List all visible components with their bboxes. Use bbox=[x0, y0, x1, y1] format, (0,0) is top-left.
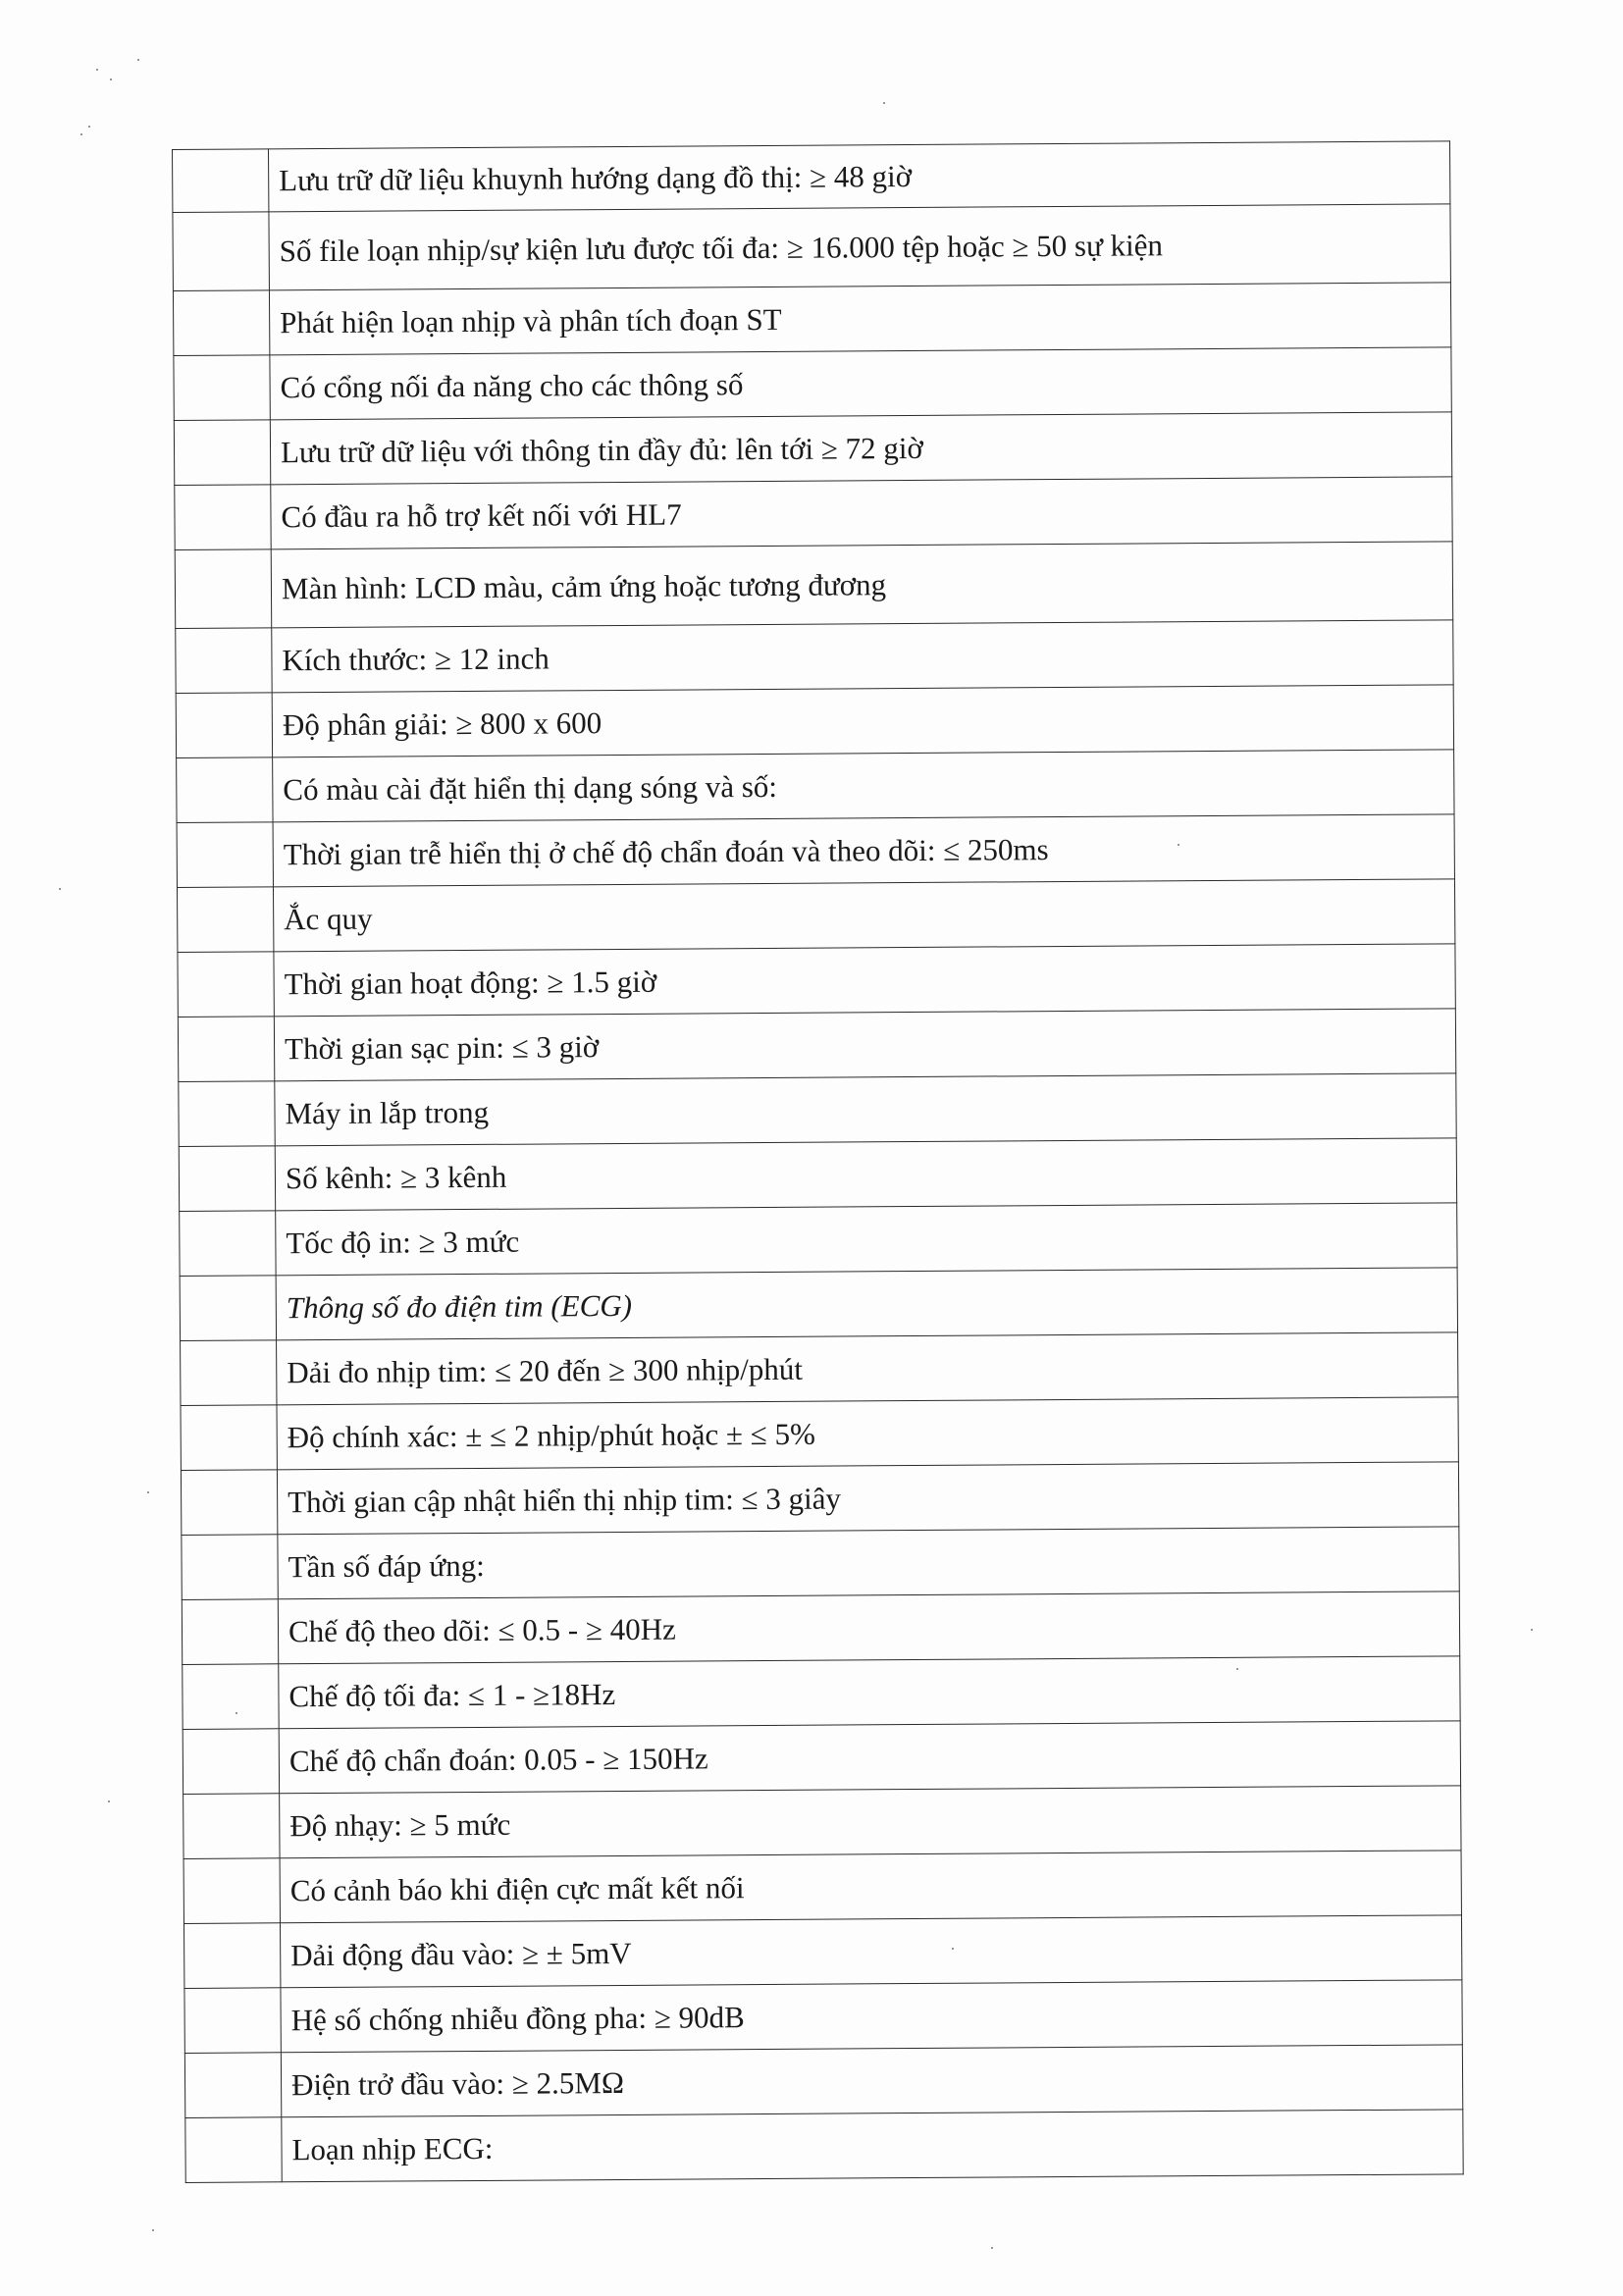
row-index-cell bbox=[177, 757, 273, 823]
row-index-cell bbox=[181, 1405, 277, 1471]
scan-speck bbox=[110, 78, 112, 80]
spec-cell: Có cảnh báo khi điện cực mất kết nối bbox=[280, 1851, 1461, 1923]
row-index-cell bbox=[179, 1146, 275, 1212]
table-row bbox=[174, 347, 1451, 421]
row-index-cell bbox=[178, 1017, 274, 1082]
row-index-cell bbox=[180, 1211, 276, 1277]
row-index-cell bbox=[181, 1340, 277, 1406]
table-row bbox=[183, 1721, 1460, 1795]
spec-cell: Phát hiện loạn nhịp và phân tích đoạn ST bbox=[269, 283, 1450, 355]
table-row bbox=[177, 879, 1454, 953]
scan-speck bbox=[96, 69, 98, 71]
spec-cell: Thông số đo điện tim (ECG) bbox=[276, 1268, 1457, 1340]
scan-speck bbox=[991, 2247, 993, 2249]
table-row bbox=[178, 1009, 1455, 1082]
spec-cell: Kích thước: ≥ 12 inch bbox=[272, 620, 1453, 693]
spec-cell: Hệ số chống nhiễu đồng pha: ≥ 90dB bbox=[281, 1980, 1462, 2053]
table-row bbox=[177, 814, 1454, 888]
spec-cell: Dải đo nhịp tim: ≤ 20 đến ≥ 300 nhịp/phút bbox=[277, 1332, 1458, 1405]
table-row bbox=[183, 1656, 1460, 1730]
row-index-cell bbox=[175, 549, 272, 629]
table-row bbox=[173, 283, 1450, 356]
specification-table bbox=[172, 140, 1464, 2183]
table-row bbox=[185, 2110, 1463, 2183]
scan-speck bbox=[108, 1800, 110, 1802]
row-index-cell bbox=[185, 2117, 282, 2183]
table-row bbox=[179, 1138, 1456, 1212]
table-row bbox=[175, 477, 1452, 550]
table-row bbox=[183, 1915, 1461, 1989]
scan-speck bbox=[236, 1712, 237, 1714]
row-index-cell bbox=[174, 355, 270, 421]
row-index-cell bbox=[184, 1988, 281, 2054]
row-index-cell bbox=[176, 628, 272, 694]
scan-speck bbox=[59, 888, 61, 890]
row-index-cell bbox=[181, 1470, 277, 1536]
row-index-cell bbox=[184, 2053, 281, 2118]
table-row bbox=[183, 1786, 1461, 1859]
row-index-cell bbox=[179, 1081, 275, 1147]
table-row bbox=[173, 141, 1450, 213]
scan-speck bbox=[1178, 844, 1179, 846]
row-index-cell bbox=[177, 887, 273, 953]
row-index-cell bbox=[173, 290, 269, 356]
table-row bbox=[175, 542, 1453, 629]
table-row bbox=[183, 1851, 1461, 1924]
spec-cell: Lưu trữ dữ liệu với thông tin đầy đủ: lên tới ≥ 72 giờ bbox=[270, 412, 1451, 485]
spec-cell: Thời gian hoạt động: ≥ 1.5 giờ bbox=[274, 944, 1455, 1017]
row-index-cell bbox=[180, 1276, 276, 1341]
table-row bbox=[182, 1592, 1459, 1665]
scan-speck bbox=[1236, 1668, 1238, 1670]
table-row bbox=[180, 1203, 1457, 1277]
spec-cell: Độ chính xác: ± ≤ 2 nhịp/phút hoặc ± ≤ 5% bbox=[277, 1397, 1458, 1470]
spec-cell: Số file loạn nhịp/sự kiện lưu được tối đa: ≥ 16.000 tệp hoặc ≥ 50 sự kiện bbox=[269, 204, 1451, 290]
spec-cell: Có màu cài đặt hiển thị dạng sóng và số: bbox=[273, 750, 1454, 822]
spec-cell: Loạn nhịp ECG: bbox=[282, 2110, 1463, 2182]
table-row bbox=[178, 944, 1455, 1018]
spec-cell: Điện trở đầu vào: ≥ 2.5MΩ bbox=[281, 2045, 1462, 2117]
specification-table-body bbox=[173, 141, 1464, 2183]
row-index-cell bbox=[175, 485, 271, 550]
spec-cell: Độ nhạy: ≥ 5 mức bbox=[280, 1786, 1461, 1858]
spec-cell: Thời gian trễ hiển thị ở chế độ chẩn đoán và theo dõi: ≤ 250ms bbox=[273, 814, 1454, 887]
row-index-cell bbox=[183, 1923, 280, 1989]
table-row bbox=[176, 685, 1453, 758]
row-index-cell bbox=[183, 1729, 279, 1795]
scan-speck bbox=[152, 2229, 154, 2231]
spec-cell: Chế độ chẩn đoán: 0.05 - ≥ 150Hz bbox=[279, 1721, 1460, 1794]
scan-speck bbox=[147, 1491, 149, 1493]
scan-speck bbox=[137, 59, 139, 61]
spec-cell: Tốc độ in: ≥ 3 mức bbox=[276, 1203, 1457, 1276]
spec-cell: Máy in lắp trong bbox=[275, 1073, 1456, 1146]
table-row bbox=[177, 750, 1454, 823]
spec-cell: Có cổng nối đa năng cho các thông số bbox=[270, 347, 1451, 420]
spec-cell: Chế độ theo dõi: ≤ 0.5 - ≥ 40Hz bbox=[278, 1592, 1459, 1664]
scan-speck bbox=[80, 133, 82, 135]
spec-cell: Lưu trữ dữ liệu khuynh hướng dạng đồ thị: ≥ 48 giờ bbox=[269, 141, 1450, 212]
spec-cell: Ắc quy bbox=[273, 879, 1454, 952]
spec-cell: Thời gian cập nhật hiển thị nhịp tim: ≤ 3 giây bbox=[277, 1462, 1458, 1535]
row-index-cell bbox=[183, 1794, 280, 1859]
spec-cell: Chế độ tối đa: ≤ 1 - ≥18Hz bbox=[279, 1656, 1460, 1729]
table-row bbox=[174, 412, 1451, 486]
spec-cell: Thời gian sạc pin: ≤ 3 giờ bbox=[274, 1009, 1455, 1081]
spec-cell: Độ phân giải: ≥ 800 x 600 bbox=[272, 685, 1453, 757]
row-index-cell bbox=[177, 822, 273, 888]
row-index-cell bbox=[174, 420, 270, 486]
row-index-cell bbox=[183, 1858, 280, 1924]
row-index-cell bbox=[182, 1535, 278, 1600]
table-row bbox=[184, 2045, 1462, 2118]
table-row bbox=[180, 1268, 1457, 1341]
spec-cell: Có đầu ra hỗ trợ kết nối với HL7 bbox=[271, 477, 1452, 549]
scan-speck bbox=[88, 126, 90, 128]
table-row bbox=[181, 1397, 1458, 1471]
row-index-cell bbox=[173, 212, 270, 291]
table-row bbox=[181, 1332, 1458, 1406]
row-index-cell bbox=[182, 1599, 278, 1665]
row-index-cell bbox=[176, 693, 272, 758]
spec-cell: Số kênh: ≥ 3 kênh bbox=[275, 1138, 1456, 1211]
row-index-cell bbox=[178, 952, 274, 1018]
table-row bbox=[181, 1462, 1458, 1536]
row-index-cell bbox=[183, 1664, 279, 1730]
table-row bbox=[179, 1073, 1456, 1147]
table-row bbox=[173, 204, 1451, 291]
row-index-cell bbox=[173, 149, 269, 213]
spec-cell: Dải động đầu vào: ≥ ± 5mV bbox=[280, 1915, 1461, 1988]
spec-cell: Tần số đáp ứng: bbox=[278, 1527, 1459, 1599]
table-row bbox=[182, 1527, 1459, 1600]
scan-speck bbox=[883, 102, 885, 104]
table-row bbox=[184, 1980, 1462, 2054]
spec-cell: Màn hình: LCD màu, cảm ứng hoặc tương đương bbox=[271, 542, 1453, 628]
table-row bbox=[176, 620, 1453, 694]
scan-speck bbox=[1531, 1629, 1533, 1631]
scan-speck bbox=[952, 1948, 954, 1950]
